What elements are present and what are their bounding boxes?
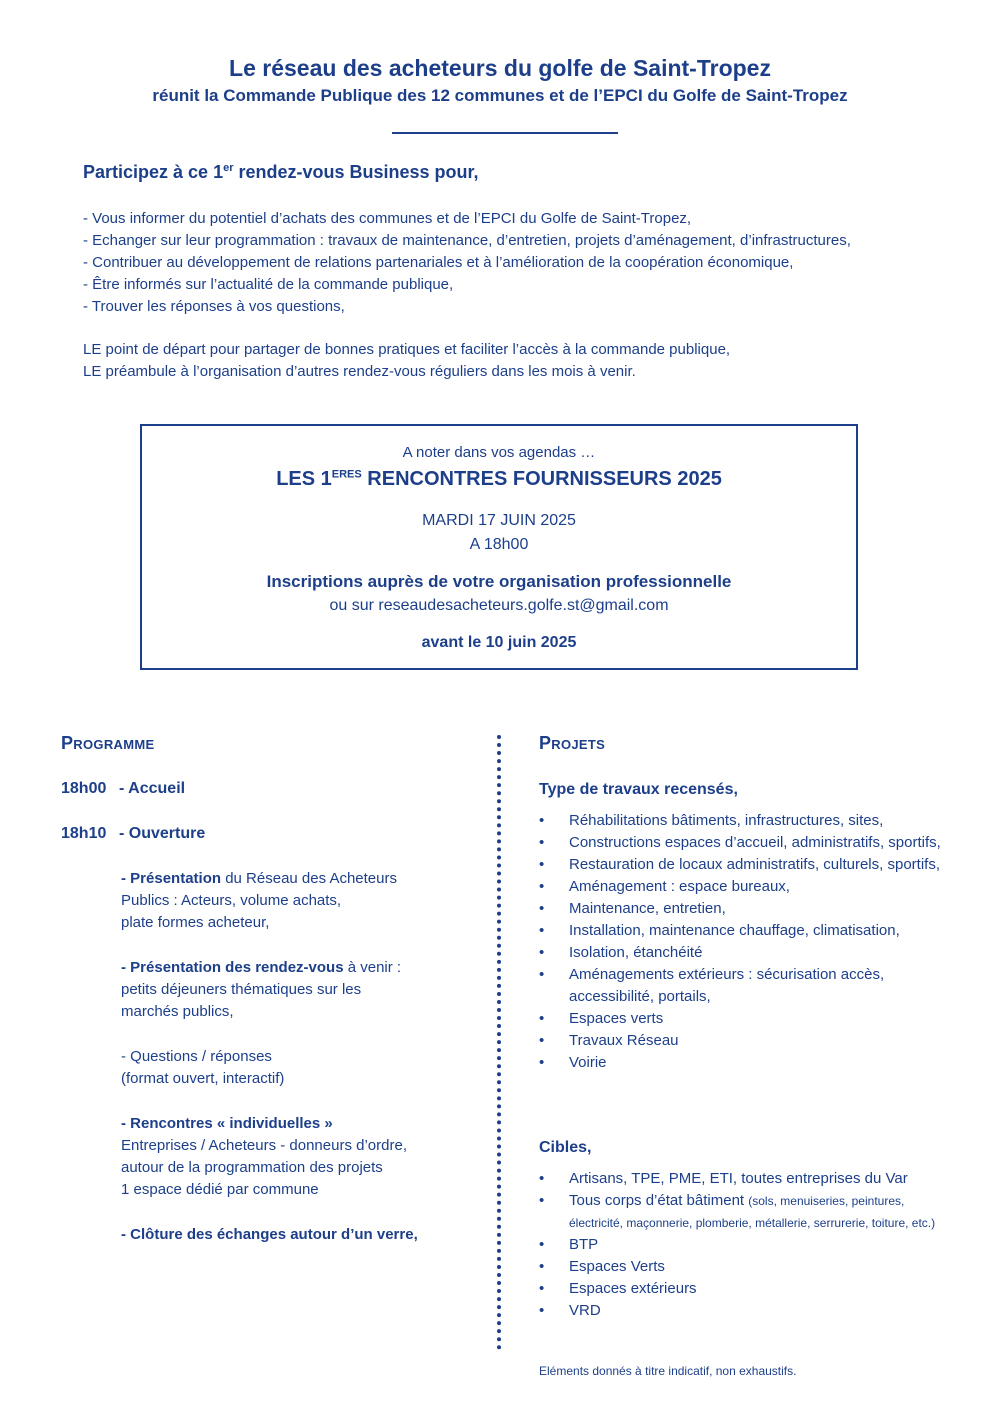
list-item: • Restauration de locaux administratifs, culturels, sportifs, xyxy=(539,854,959,876)
intro-heading xyxy=(83,162,479,183)
intro-bullet-list xyxy=(83,208,851,318)
programme-block-line: plate formes acheteur, xyxy=(121,914,270,931)
schedule-label: - Ouverture xyxy=(119,825,206,842)
list-item: • Voirie xyxy=(539,1052,959,1074)
programme-block-line: marchés publics, xyxy=(121,1003,234,1020)
projets-heading: Projets xyxy=(539,733,606,753)
programme-block-line: Entreprises / Acheteurs - donneurs d’ordre, xyxy=(121,1137,407,1154)
programme-block-text: à venir : xyxy=(343,959,402,976)
cibles-list xyxy=(539,1168,959,1322)
programme-block-text: du Réseau des Acheteurs xyxy=(221,870,397,887)
footnote: Eléments donnés à titre indicatif, non exhaustifs. xyxy=(539,1364,797,1378)
list-item: • VRD xyxy=(539,1300,959,1322)
page-subtitle: réunit la Commande Publique des 12 communes et de l’EPCI du Golfe de Saint-Tropez xyxy=(152,86,848,105)
types-list xyxy=(539,810,959,1074)
intro-bullet: - Être informés sur l’actualité de la commande publique, xyxy=(83,276,454,293)
agenda-note: A noter dans vos agendas … xyxy=(402,444,596,461)
programme-block xyxy=(121,1224,418,1246)
programme-block-line: (format ouvert, interactif) xyxy=(121,1070,285,1087)
event-title-sup: ERES xyxy=(331,468,362,481)
schedule-time: 18h10 xyxy=(61,825,107,842)
event-title-text: LES 1 xyxy=(276,468,332,490)
registration-email[interactable]: ou sur reseaudesacheteurs.golfe.st@gmail.com xyxy=(329,597,669,614)
list-item-detail: (sols, menuiseries, peintures, électricité, maçonnerie, plomberie, métallerie, serrurerie, toiture, etc.) xyxy=(569,1194,936,1230)
programme-block xyxy=(121,1046,284,1090)
intro-bullet: - Vous informer du potentiel d’achats des communes et de l’EPCI du Golfe de Saint-Tropez, xyxy=(83,210,692,227)
schedule-item xyxy=(61,780,185,798)
list-item: • Aménagements extérieurs : sécurisation accès, accessibilité, portails, xyxy=(539,964,959,1008)
programme-block-line: autour de la programmation des projets xyxy=(121,1159,383,1176)
list-item: • Travaux Réseau xyxy=(539,1030,959,1052)
types-heading: Type de travaux recensés, xyxy=(539,781,738,798)
list-item: • BTP xyxy=(539,1234,959,1256)
programme-block xyxy=(121,957,401,1023)
programme-block-bold: - Présentation des rendez-vous xyxy=(121,959,344,976)
intro-statement: LE point de départ pour partager de bonnes pratiques et faciliter l’accès à la commande publique, xyxy=(83,341,731,358)
intro-bullet: - Echanger sur leur programmation : travaux de maintenance, d’entretien, projets d’aménagement, d’infrastructures, xyxy=(83,232,851,249)
list-item: • Artisans, TPE, PME, ETI, toutes entreprises du Var xyxy=(539,1168,959,1190)
list-item-text: Tous corps d’état bâtiment xyxy=(569,1192,745,1209)
intro-bullet: - Trouver les réponses à vos questions, xyxy=(83,298,345,315)
schedule-label: - Accueil xyxy=(119,780,186,797)
list-item: • Espaces Verts xyxy=(539,1256,959,1278)
event-title-text-end: RENCONTRES FOURNISSEURS 2025 xyxy=(361,468,722,490)
programme-block-line: Publics : Acteurs, volume achats, xyxy=(121,892,342,909)
event-title xyxy=(142,468,856,491)
list-item: • Maintenance, entretien, xyxy=(539,898,959,920)
programme-block-line: 1 espace dédié par commune xyxy=(121,1181,319,1198)
list-item: • Isolation, étanchéité xyxy=(539,942,959,964)
list-item: • Espaces verts xyxy=(539,1008,959,1030)
intro-heading-text-end: rendez-vous Business pour, xyxy=(233,162,479,182)
schedule-item xyxy=(61,825,205,843)
column-divider xyxy=(497,735,501,1350)
list-item: • Constructions espaces d’accueil, administratifs, sportifs, xyxy=(539,832,959,854)
registration-info: Inscriptions auprès de votre organisation professionnelle xyxy=(266,572,732,591)
intro-heading-text: Participez à ce 1 xyxy=(83,162,224,182)
intro-statements xyxy=(83,339,730,383)
agenda-box xyxy=(140,424,858,670)
intro-statement: LE préambule à l’organisation d’autres rendez-vous réguliers dans les mois à venir. xyxy=(83,363,636,380)
list-item: • Aménagement : espace bureaux, xyxy=(539,876,959,898)
cibles-heading: Cibles, xyxy=(539,1139,592,1156)
schedule-time: 18h00 xyxy=(61,780,107,797)
title-divider xyxy=(392,132,618,134)
list-item: • Réhabilitations bâtiments, infrastructures, sites, xyxy=(539,810,959,832)
list-item xyxy=(539,1190,959,1234)
programme-block xyxy=(121,1113,407,1201)
programme-block-bold: - Rencontres « individuelles » xyxy=(121,1115,333,1132)
event-time: A 18h00 xyxy=(469,536,529,553)
programme-block-text: - Questions / réponses xyxy=(121,1048,272,1065)
programme-block-bold: - Présentation xyxy=(121,870,222,887)
intro-bullet: - Contribuer au développement de relations partenariales et à l’amélioration de la coopération économique, xyxy=(83,254,794,271)
intro-heading-sup: er xyxy=(223,162,234,174)
list-item: • Espaces extérieurs xyxy=(539,1278,959,1300)
list-item: • Installation, maintenance chauffage, climatisation, xyxy=(539,920,959,942)
programme-block-line: petits déjeuners thématiques sur les xyxy=(121,981,362,998)
programme-heading: Programme xyxy=(61,733,155,753)
programme-block-bold: - Clôture des échanges autour d’un verre, xyxy=(121,1226,418,1243)
registration-deadline: avant le 10 juin 2025 xyxy=(421,634,577,651)
page-title: Le réseau des acheteurs du golfe de Saint-Tropez xyxy=(229,55,771,81)
event-date: MARDI 17 JUIN 2025 xyxy=(422,512,576,529)
programme-block xyxy=(121,868,397,934)
